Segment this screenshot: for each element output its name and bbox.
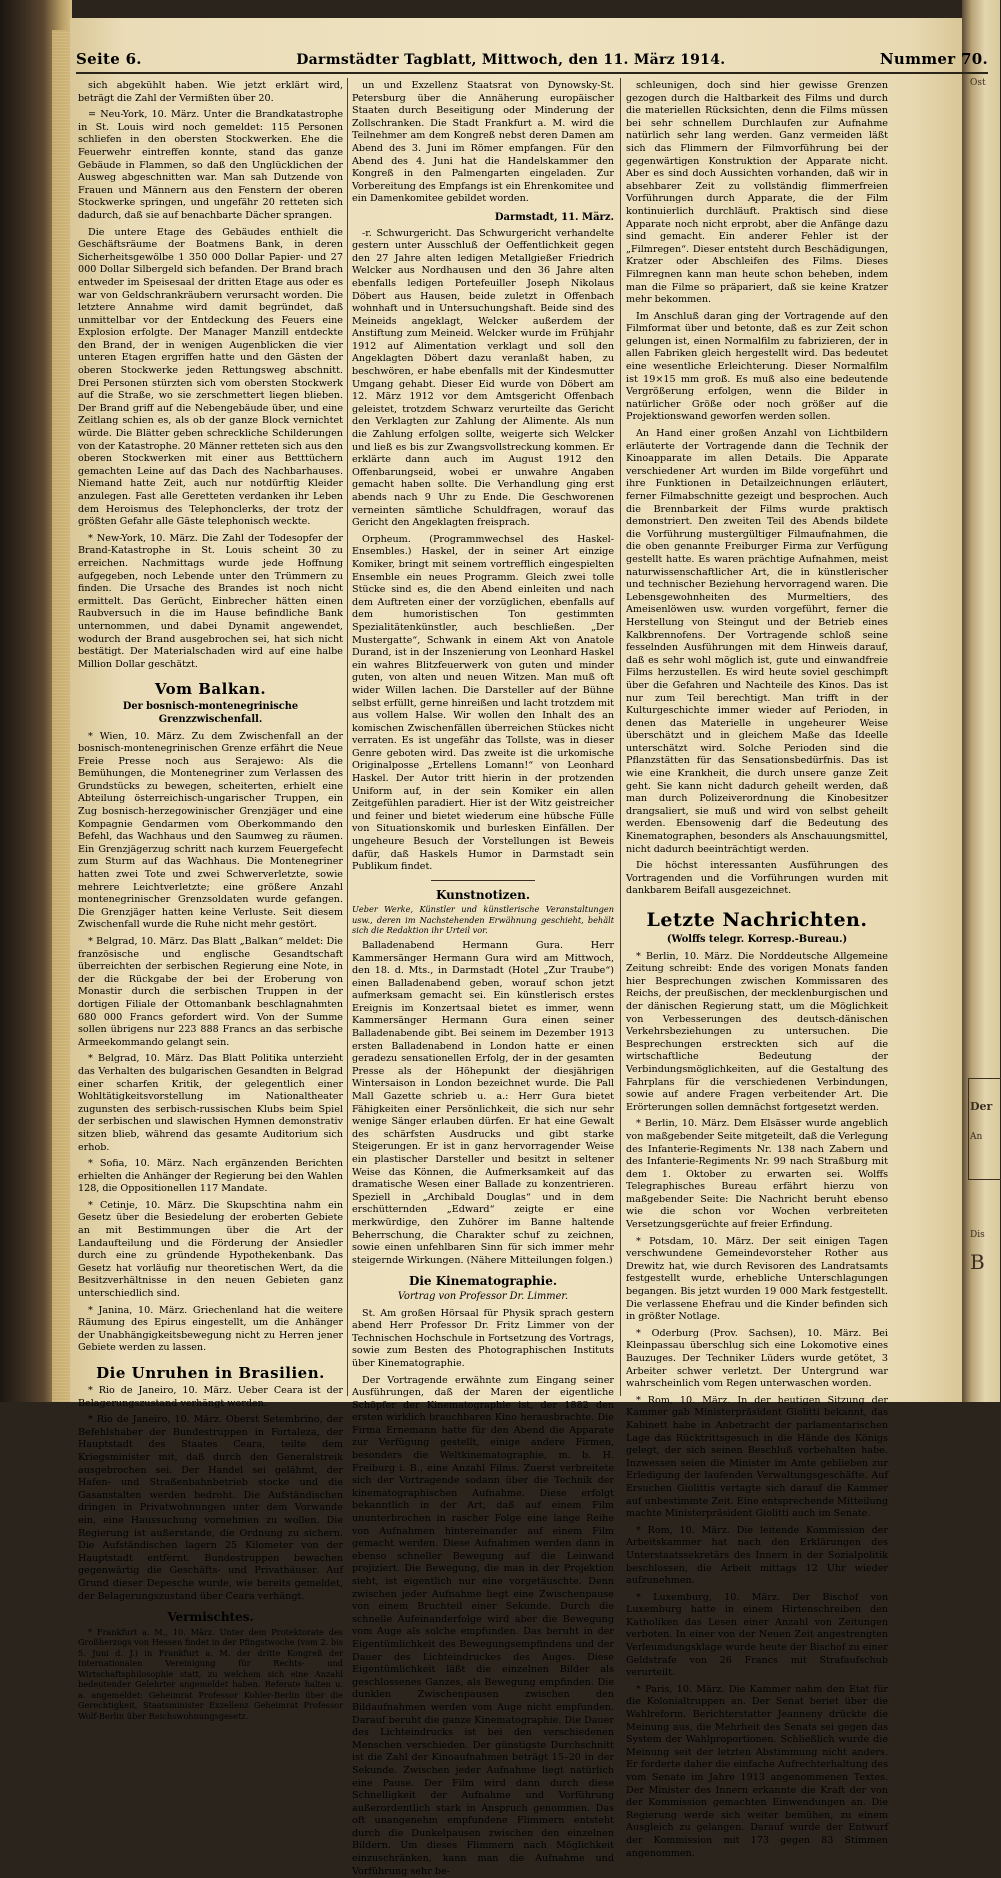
column-2 xyxy=(352,80,614,1380)
adjacent-fragment: Dis xyxy=(970,1230,985,1240)
paragraph: * Rio de Janeiro, 10. März. Ueber Ceara ist der Belagerungszustand verhängt worden. xyxy=(78,1385,343,1410)
paragraph: * Oderburg (Prov. Sachsen), 10. März. Bei Kleinpassau überschlug sich eine Lokomotive eines Bauzuges. Der Techniker Lüders wurde getötet, 3 Arbeiter schwer verletzt. Der Untergrund war wahrscheinlich vom Regen unterwaschen worden. xyxy=(626,1328,888,1391)
adjacent-fragment: B xyxy=(970,1250,985,1274)
section-heading-letzte-nachrichten: Letzte Nachrichten. xyxy=(626,908,888,932)
column-rule xyxy=(347,78,348,1396)
adjacent-fragment: Ost xyxy=(970,78,986,88)
paragraph: * Sofia, 10. März. Nach ergänzenden Berichten erhielten die Anhänger der Regierung bei den Wahlen 128, die Oppositionellen 117 Mandate. xyxy=(78,1158,343,1196)
paragraph: * Janina, 10. März. Griechenland hat die weitere Räumung des Epirus eingestellt, um die Anhänger der Unabhängigkeitsbewegung nicht zu Herren jener Gebiete werden zu lassen. xyxy=(78,1305,343,1355)
dateline-darmstadt: Darmstadt, 11. März. xyxy=(352,212,614,225)
section-heading-kinematographie: Die Kinematographie. xyxy=(352,1275,614,1288)
paragraph: * Cetinje, 10. März. Die Skupschtina nahm ein Gesetz über die Besiedelung der eroberten Gebiete an mit Bestimmungen über die Art der Landaufteilung und die Förderung der Ansiedler durch eine zu gründende Hypothekenbank. Das Gesetz hat vorläufig nur theoretischen Wert, da die Besitzverhältnisse in den neuen Gebieten ganz unterschiedlich sind. xyxy=(78,1200,343,1301)
paragraph: Balladenabend Hermann Gura. Herr Kammersänger Hermann Gura wird am Mittwoch, den 18. d. Mts., in Darmstadt (Hotel „Zur Traube“) einen Balladenabend geben, worauf schon jetzt aufmerksam gemacht sei. Ein künstlerisch erstes Ereignis im Konzertsaal bietet es immer, wenn Kammersänger Hermann Gura einen seiner Balladenabende gibt. Bei seinem im Dezember 1913 ersten Balladenabend in London hatte er einen geradezu sensationellen Erfolg, der in der gesamten Presse als der Höhepunkt der diesjährigen Wintersaison in London bezeichnet wurde. Die Pall Mall Gazette schrieb u. a.: Herr Gura bietet Fähigkeiten einer Persönlichkeit, die sich nur sehr wenige Sänger erlauben dürfen. Er hat eine Gewalt des schärfsten Ausdrucks und gibt starke Steigerungen. Er ist in ganz hervorragender Weise ein plastischer Darsteller und besitzt in seltener Weise das Können, die Aufmerksamkeit auf das dramatische Wesen einer Ballade zu konzentrieren. Speziell in „Archibald Douglas“ und in dem erschütternden „Edward“ zeigte er eine merkwürdige, den Zuhörer im Banne haltende Beherrschung, die Charakter schuf zu zeichnen, sowie einen unfehlbaren Sinn für sich immer mehr steigernde Wirkungen. (Nähere Mitteilungen folgen.) xyxy=(352,940,614,1267)
adjacent-fragment: An xyxy=(970,1132,982,1142)
section-subheading: Der bosnisch-montenegrinische Grenzzwischenfall. xyxy=(78,701,343,726)
paragraph: * Berlin, 10. März. Die Norddeutsche Allgemeine Zeitung schreibt: Ende des vorigen Monats fanden hier Besprechungen zwischen Kommissaren des Reichs, der preußischen, der mecklenburgischen und der dänischen Regierung statt, um die Möglichkeit von Verbesserungen des deutsch-dänischen Verkehrsbeziehungen zu untersuchen. Die Besprechungen erstreckten sich auf die wirtschaftliche Bedeutung der Verbindungsmöglichkeiten, auf die Gestaltung des Fahrplans für die verschiedenen Verbindungen, sowie auf andere Fragen verbeitender Art. Die Erörterungen sollen demnächst fortgesetzt werden. xyxy=(626,951,888,1115)
newspaper-title-line: Darmstädter Tagblatt, Mittwoch, den 11. März 1914. xyxy=(296,52,725,68)
paragraph: * Berlin, 10. März. Dem Elsässer wurde angeblich von maßgebender Seite mitgeteilt, daß die Verlegung des Infanterie-Regiments Nr. 138 nach Zabern und des Infanterie-Regiments Nr. 99 nach Straßburg mit dem 1. Oktober zu erwarten sei. Wolffs Telegraphisches Bureau erfährt hierzu von maßgebender Seite: Die Nachricht beruht ebenso wie die schon vor Wochen verbreiteten Versetzungsgerüchte auf freier Erfindung. xyxy=(626,1118,888,1231)
paragraph: * Rio de Janeiro, 10. März. Oberst Setembrino, der Befehlshaber der Bundestruppen in Fortaleza, der Hauptstadt des Staates Ceara, teilte dem Kriegsminister mit, daß durch den Generalstreik ausgebrochen sei. Der Handel sei gelähmt, der Hafen- und Straßenbahnbetrieb stocke und die Gasanstalten werden bedroht. Die Aufständischen dringen in Privatwohnungen unter dem Vorwande ein, eine Haussuchung vornehmen zu wollen. Die Regierung ist außerstande, die Ordnung zu sichern. Die Aufständischen lagern 25 Kilometer von der Hauptstadt entfernt. Bundestruppen bewachen gegenwärtig die Geschäfts- und Privathäuser. Auf Grund dieser Depesche wurde, wie bereits gemeldet, der Belagerungszustand über Ceara verhängt. xyxy=(78,1414,343,1603)
page-label: Seite 6. xyxy=(76,50,142,68)
paragraph: * Rom, 10. März. In der heutigen Sitzung der Kammer gab Ministerpräsident Giolitti bekannt, das Kabinett habe in Anbetracht der parlamentarischen Lage das Rücktrittsgesuch in die Hände des Königs gelegt, der sich seinen Beschluß vorbehalten habe. Inzwessen seien die Minister im Amte geblieben zur Erledigung der laufenden Verwaltungsgeschäfte. Auf Ersuchen Giolittis vertagte sich darauf die Kammer auf unbestimmte Zeit. Eine entsprechende Mitteilung machte Ministerpräsident Giolitti auch im Senate. xyxy=(626,1395,888,1521)
paragraph: * Paris, 10. März. Die Kammer nahm den Etat für die Kolonialtruppen an. Der Senat beriet über die Wahlreform. Berichterstatter Jeanneny drückte die Meinung aus, die Mehrheit des Senats sei gegen das System der Wahlproportionen. Schließlich wurde die Meinung seit der letzten Abstimmung nicht anders. Er forderte daher die einfache Aufrechterhaltung des vom Senate im Jahre 1913 angenommenen Textes. Der Minister des Innern erkannte die Kraft der von der Kommission gemachten Einwendungen an. Die Regierung werde sich weiter bemühen, zu einem Ausgleich zu gelangen. Darauf wurde der Entwurf der Kommission mit 173 gegen 83 Stimmen angenommen. xyxy=(626,1684,888,1860)
paragraph: * New-York, 10. März. Die Zahl der Todesopfer der Brand-Katastrophe in St. Louis scheint 30 zu erreichen. Nachmittags wurde jede Hoffnung aufgegeben, noch Lebende unter den Trümmern zu finden. Die Ursache des Brandes ist noch nicht ermittelt. Das Gerücht, Einbrecher hätten einen Raubversuch in die im Hause befindliche Bank unternommen, und dabei Dynamit angewendet, wodurch der Brand ausgebrochen sei, hat sich nicht bestätigt. Der Materialschaden wird auf eine halbe Million Dollar geschätzt. xyxy=(78,533,343,672)
paragraph: * Frankfurt a. M., 10. März. Unter dem Protektorate des Großherzogs von Hessen findet in der Pfingstwoche (vom 2. bis 5. Juni d. J.) in Frankfurt a. M. der dritte Kongreß der Internationalen Vereinigung für Rechts- und Wirtschaftsphilosophie statt, zu welchem sich eine Anzahl bedeutender Gelehrter angemeldet haben. Referate halten u. a. angemeldet: Geheimrat Professor Kohler-Berlin über die Gerechtigkeit, Staatsminister Exzellenz Geheimrat Professor Wolf-Berlin über Reichswohnungsgesetz. xyxy=(78,1627,343,1722)
column-3 xyxy=(626,80,888,1380)
paragraph: -r. Schwurgericht. Das Schwurgericht verhandelte gestern unter Ausschluß der Oeffentlichkeit gegen den 27 Jahre alten ledigen Metallgießer Friedrich Welcker aus Nordhausen und den 36 Jahre alten ebenfalls ledigen Portefeuiller Joseph Nikolaus Döbert aus Hausen, beide zuletzt in Offenbach wohnhaft und in Untersuchungshaft. Beide sind des Meineids angeklagt, Welcker außerdem der Anstiftung zum Meineid. Welcker wurde im Frühjahr 1912 auf Alimentation verklagt und soll den Angeklagten Döbert dazu veranlaßt haben, zu beschwören, er habe ebenfalls mit der Kindesmutter Umgang gehabt. Dieser Eid wurde von Döbert am 12. März 1912 vor dem Amtsgericht Offenbach geleistet, trotzdem Schwarz verurteilte das Gericht den Verklagten zur Zahlung der Alimente. Als nun die Zahlung erfolgen sollte, weigerte sich Welcker und ließ es bis zur Zwangsvollstreckung kommen. Er erklärte dann auch im August 1912 den Offenbarungseid, wobei er unwahre Angaben gemacht haben sollte. Die Verhandlung ging erst abends nach 9 Uhr zu Ende. Die Geschworenen verneinten sämtliche Schuldfragen, worauf das Gericht den Angeklagten freisprach. xyxy=(352,228,614,530)
section-heading-balkan: Vom Balkan. xyxy=(78,679,343,699)
paragraph: * Luxemburg, 10. März. Der Bischof von Luxemburg hatte in einem Hirtenschreiben den Katholiken das Lesen einer Anzahl von Zeitungen verboten. In einer von der Neuen Zeit angestrengten Verleumdungsklage wurde heute der Bischof zu einer Geldstrafe von 26 Francs mit Strafaufschub verurteilt. xyxy=(626,1592,888,1680)
paragraph: An Hand einer großen Anzahl von Lichtbildern erläuterte der Vortragende dann die Technik der Kinoapparate im allen Details. Die Apparate verschiedener Art wurden im Bilde vorgeführt und ihre Funktionen in Detailzeichnungen erläutert, ferner Filmabschnitte gezeigt und besprochen. Auch die Brennbarkeit der Films wurde praktisch demonstriert. Den zweiten Teil des Abends bildete die Vorführung mustergültiger Filmaufnahmen, die die oben genannte Freiburger Firma zur Verfügung gestellt hatte. Es waren prächtige Aufnahmen, meist naturwissenschaftlicher Art, die in künstlerischer und technischer Beziehung hervorragend waren. Die Lebensgewohnheiten des Murmeltiers, des Ameisenlöwen usw. wurden vorgeführt, ferner die Herstellung von Steingut und der Betrieb eines Kalkbrennofens. Der Vortragende schloß seine fesselnden Ausführungen mit dem Hinweis darauf, daß es sehr wohl möglich ist, gute und einwandfreie Films herzustellen. Es wird heute soviel geschimpft über die Gefahren und Nachteile des Kinos. Das ist nur zum Teil berechtigt. Man trifft in der Kulturgeschichte immer wieder auf Perioden, in denen das Materielle in ungeheurer Weise überschätzt und in gleichem Maße das Ideelle unterschätzt wird. Solche Perioden sind die Pflanzstätten für das Sensationsbedürfnis. Das ist wie eine Krankheit, die durch unsere ganze Zeit geht. Sie kann nicht dadurch geheilt werden, daß man durch Polizeiverordnung die Kinobesitzer drangsaliert, sie muß und wird von selbst geheilt werden. Ebensowenig darf die Bedeutung des Kinematographen, besonders als Anschauungsmittel, nicht dadurch beeinträchtigt werden. xyxy=(626,428,888,856)
paragraph: * Belgrad, 10. März. Das Blatt „Balkan“ meldet: Die französische und englische Gesandtschaft überreichten der serbischen Regierung eine Note, in der die Rückgabe der bei der Eroberung von Monastir durch die serbischen Truppen in der dortigen Filiale der Ottomanbank beschlagnahmten 680 000 Francs gefordert wird. Von der Summe sollen übrigens nur 223 888 Francs an das serbische Armeekommando gelangt sein. xyxy=(78,936,343,1049)
issue-number: Nummer 70. xyxy=(880,50,988,68)
paragraph: Der Vortragende erwähnte zum Eingang seiner Ausführungen, daß der Maren der eigentliche Schöpfer der Kinematographie ist, der 1882 den ersten wirklich brauchbaren Kino herausbrachte. Die Firma Ernemann hatte für den Abend die Apparate zur Verfügung gestellt, einige andere Firmen, besonders die Weltkinematographie, m. b. H. Freiburg i. B., eine Anzahl Films. Zuerst verbreitete sich der Vortragende sodann über die Technik der kinematographischen Aufnahme. Diese erfolgt bekanntlich in der Art, daß auf einem Film ununterbrochen in rascher Folge eine lange Reihe von Aufnahmen hintereinander auf einem Film gemacht werden. Diese Aufnahmen werden dann in ebenso schneller Bewegung auf die Leinwand projiziert. Die Bewegung, die man in der Projektion sieht, ist eigentlich nur eine vorgetäuschte. Denn zwischen jeder Aufnahme liegt eine Zwischenpause von einem Bruchteil einer Sekunde. Durch die schnelle Aufeinanderfolge wird aber die Bewegung vom Auge als solche empfunden. Das beruht in der Eigentümlichkeit des Bewegungsempfindens und der Dauer des Lichteindruckes des Auges. Diese Eigentümlichkeit läßt die einzelnen Bilder als geschlossenes Ganzes, als Bewegung empfinden. Die dunklen Zwischenpausen zwischen den Bildaufnahmen werden vom Auge nicht empfunden. Darauf beruht die ganze Kinematographie. Die Dauer des Lichteindrucks ist bei den verschiedenen Menschen verschieden. Der günstigste Durchschnitt ist die Zahl der Kinoaufnahmen beträgt 15–20 in der Sekunde. Zwischen jeder Aufnahme liegt natürlich eine Pause. Der Film wird dann durch diese Schnelligkeit der Aufnahme und Vorführung außerordentlich stark in Anspruch genommen. Das oft unangenehm empfundene Flimmern entsteht durch die Dunkelpausen zwischen den einzelnen Bildern. Um dieses Flimmern nach Möglichkeit einzuschränken, kann man die Aufnahme und Vorführung sehr be- xyxy=(352,1375,614,1878)
paragraph: = Neu-York, 10. März. Unter die Brandkatastrophe in St. Louis wird noch gemeldet: 115 Personen schliefen in den obersten Stockwerken. Ehe die Feuerwehr eintreffen konnte, stand das ganze Gebäude in Flammen, so daß den Unglücklichen der Ausweg abgeschnitten war. Man sah Dutzende von Frauen und Männern aus den Fenstern der oberen Stockwerke springen, und ungefähr 20 retteten sich dadurch, daß sie auf benachbarte Dächer sprangen. xyxy=(78,109,343,222)
adjacent-page-edge xyxy=(962,0,1000,1402)
paragraph: sich abgekühlt haben. Wie jetzt erklärt wird, beträgt die Zahl der Vermißten über 20. xyxy=(78,80,343,105)
column-rule xyxy=(620,78,621,1396)
section-subheading: Vortrag von Professor Dr. Limmer. xyxy=(352,1291,614,1304)
section-heading-kunstnotizen: Kunstnotizen. xyxy=(352,889,614,902)
paragraph: schleunigen, doch sind hier gewisse Grenzen gezogen durch die Haltbarkeit des Films und durch die materiellen Rücksichten, denn die Films müssen bei sehr schnellem Durchlaufen zur Aufnahme natürlich sehr lang werden. Ganz vermeiden läßt sich das Flimmern der Filmvorführung bei der gegenwärtigen Konstruktion der Apparate nicht. Aber es sind doch Aussichten vorhanden, daß wir in absehbarer Zeit zu vollständig flimmerfreien Vorführungen durch Apparate, die der Film kontinuierlich durchläuft. Praktisch sind diese Apparate noch nicht erprobt, aber die Anfänge dazu sind gemacht. Ein anderer Fehler ist der „Filmregen“. Dieser entsteht durch Beschädigungen, Kratzer oder Abschleifen des Films. Dieses Filmregnen kann man heute schon beheben, indem man die Filme so präpariert, daß sie keine Kratzer mehr bekommen. xyxy=(626,80,888,307)
section-heading-vermischtes: Vermischtes. xyxy=(78,1611,343,1624)
divider xyxy=(431,880,536,881)
column-1 xyxy=(78,80,343,1380)
adjacent-fragment: Der xyxy=(970,1100,992,1113)
paragraph: * Potsdam, 10. März. Der seit einigen Tagen verschwundene Gemeindevorsteher Rother aus Drewitz hat, wie durch Revisoren des Landratsamts festgestellt wurde, erhebliche Unterschlagungen begangen. Bis jetzt wurden 19 000 Mark festgestellt. Die verlassene Ehefrau und die Kinder befinden sich in größter Notlage. xyxy=(626,1236,888,1324)
adjacent-ad-box xyxy=(968,1078,1001,1180)
paragraph: Die untere Etage des Gebäudes enthielt die Geschäftsräume der Boatmens Bank, in deren Sicherheitsgewölbe 1 350 000 Dollar Papier- und 27 000 Dollar Silbergeld sich befanden. Der Brand brach entweder im Speisesaal der dritten Etage aus oder es war von Geldschrankräubern verursacht worden. Die letztere Annahme wird damit begründet, daß unmittelbar vor der Entdeckung des Feuers eine Explosion erfolgte. Der Manager Manzill entdeckte den Brand, der in wenigen Augenblicken die vier unteren Etagen ergriffen hatte und den Gästen der oberen Stockwerke jeden Rettungsweg abschnitt. Drei Personen stürzten sich vom obersten Stockwerk auf die Straße, wo sie zerschmettert liegen blieben. Der Brand griff auf die Nebengebäude über, und eine Zeitlang schien es, als ob der ganze Block vernichtet würde. Die Blätter geben schreckliche Schilderungen von der Katastrophe. 20 Männer retteten sich aus den oberen Stockwerken mit einer aus Betttüchern gemachten Leine auf das Dach des Nachbarhauses. Niemand hatte Zeit, auch nur notdürftig Kleider anzulegen. Fast alle Geretteten verdanken ihr Leben dem Heroismus des Telephonclerks, der trotz der größten Gefahr alle Gäste telephonisch weckte. xyxy=(78,227,343,529)
paragraph: un und Exzellenz Staatsrat von Dynowsky-St. Petersburg über die Annäherung europäischer Staaten durch Beseitigung oder Minderung der Zollschranken. Die Stadt Frankfurt a. M. wird die Teilnehmer am dem Kongreß nebst deren Damen am Abend des 3. Juni im Römer empfangen. Für den Abend des 4. Juni hat die Handelskammer den Kongreß in den Palmengarten eingeladen. Zur Vorbereitung des Empfangs ist ein Ehrenkomitee und ein Damenkomitee gebildet worden. xyxy=(352,80,614,206)
masthead xyxy=(76,42,988,68)
paragraph: St. Am großen Hörsaal für Physik sprach gestern abend Herr Professor Dr. Fritz Limmer von der Technischen Hochschule in Fortsetzung des Vortrags, sowie zum Besten des Photographischen Instituts über Kinematographie. xyxy=(352,1308,614,1371)
paragraph: Orpheum. (Programmwechsel des Haskel-Ensembles.) Haskel, der in seiner Art einzige Komiker, bringt mit seinem vortrefflich eingespielten Ensemble ein neues Programm. Gleich zwei tolle Stücke sind es, die den Abend einleiten und nach dem Auftreten einer der vorzüglichen, ebenfalls auf dem humoristischen Ton gestimmten Spezialitätenkünstler, auch beschließen. „Der Mustergatte“, Schwank in einem Akt von Anatole Durand, ist in der Inszenierung von Leonhard Haskel ein wahres Blitzfeuerwerk von guten und minder guten, von alten und neuen Witzen. Man muß oft wider Willen lachen. Die Darsteller auf der Bühne selbst erfüllt, gerne hinreißen und lacht trotzdem mit aus vollem Halse. Wir wollen den Inhalt des an komischen Zwischenfällen überreichen Stückes nicht verraten. Es ist ungefähr das Tollste, was in dieser Genre geboten wird. Das zweite ist die urkomische Originalposse „Ertellens Lomann!“ von Leonhard Haskel. Der Autor tritt hierin in der protzenden Uniform auf, in der sein Komiker ein allen Zeitgefühlen paradiert. Hier ist der Witz geistreicher und feiner und bietet wiederum eine hübsche Fülle von Situationskomik und burlesken Einfällen. Der ungeheure Besuch der Vorstellungen ist Beweis dafür, daß Haskels Humor in Darmstadt sein Publikum findet. xyxy=(352,534,614,874)
editorial-note: Ueber Werke, Künstler und künstlerische Veranstaltungen usw., deren im Nachstehenden Erwähnung geschieht, behält sich die Redaktion ihr Urteil vor. xyxy=(352,904,614,936)
paragraph: * Wien, 10. März. Zu dem Zwischenfall an der bosnisch-montenegrinischen Grenze erfährt die Neue Freie Presse noch aus Serajewo: Als die Bemühungen, die Montenegriner zum Verlassen des Grundstücks zu bewegen, scheiterten, erhielt eine Abteilung österreichisch-ungarischer Truppen, ein Zug bosnisch-herzegowinischer Grenzjäger und eine Kompagnie Gendarmen vom Oberkommando den Befehl, das Wachhaus und den Saumweg zu räumen. Ein Grenzjägerzug schritt nach kurzem Feuergefecht zum Sturm auf das Wachhaus. Die Montenegriner hatten zwei Tote und zwei Schwerverletzte, sowie mehrere Leichtverletzte; eine größere Anzahl montenegrinischer Grenzsoldaten wurde gefangen. Die Grenzjäger hatten keine Verluste. Seit diesem Zwischenfall wurde die Ruhe nicht mehr gestört. xyxy=(78,731,343,933)
paragraph: Im Anschluß daran ging der Vortragende auf den Filmformat über und betonte, daß es zur Zeit schon gelungen ist, einen Normalfilm zu fabrizieren, der in allen Fabriken gleich hergestellt wird. Das bedeutet eine wesentliche Erleichterung. Dieser Normalfilm ist 19×15 mm groß. Es muß also eine bedeutende Vergrößerung erfolgen, wenn die Bilder in natürlicher Größe oder noch größer auf die Projektionswand geworfen werden sollen. xyxy=(626,311,888,424)
section-heading-brasilien: Die Unruhen in Brasilien. xyxy=(78,1363,343,1383)
paragraph: * Belgrad, 10. März. Das Blatt Politika unterzieht das Verhalten des bulgarischen Gesandten in Belgrad einer scharfen Kritik, der gelegentlich einer Wohltätigkeitsvorstellung im Nationaltheater zugunsten des serbisch-russischen Klubs beim Spiel der serbischen und slawischen Hymnen demonstrativ sitzen blieb, während das gesamte Auditorium sich erhob. xyxy=(78,1053,343,1154)
section-subheading: (Wolffs telegr. Korresp.-Bureau.) xyxy=(626,934,888,947)
masthead-rule xyxy=(76,72,988,74)
paragraph: Die höchst interessanten Ausführungen des Vortragenden und die Vorführungen wurden mit dankbarem Beifall ausgezeichnet. xyxy=(626,860,888,898)
paragraph: * Rom, 10. März. Die leitende Kommission der Arbeitskammer hat nach den Erklärungen des Unterstaatssekretärs des Innern in der Sozialpolitik beschlossen, die Arbeit mittags 12 Uhr wieder aufzunehmen. xyxy=(626,1525,888,1588)
